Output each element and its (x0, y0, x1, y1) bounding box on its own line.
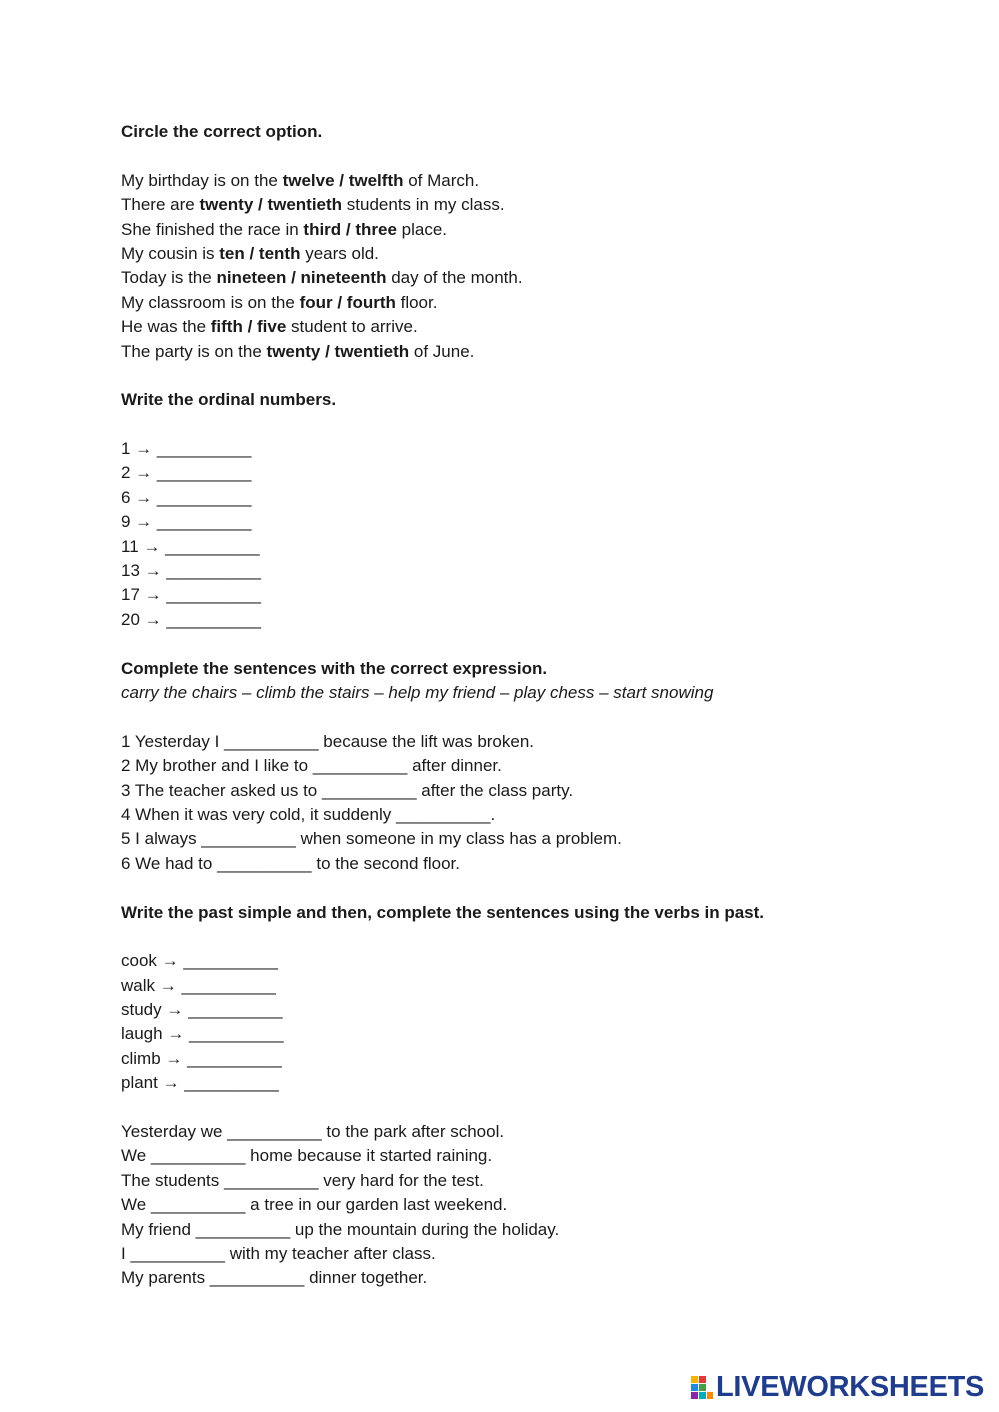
option-pair[interactable]: third / three (303, 219, 397, 239)
verb-list (121, 949, 881, 1095)
list-item[interactable]: study → __________ (121, 1000, 283, 1020)
list-item[interactable]: 17 → __________ (121, 585, 261, 605)
list-item[interactable]: walk → __________ (121, 975, 277, 995)
list-item[interactable]: climb → __________ (121, 1048, 282, 1068)
list-item (121, 291, 881, 315)
list-item[interactable]: My parents __________ dinner together. (121, 1268, 428, 1288)
sentence-end: of June. (409, 341, 475, 361)
option-pair[interactable]: fifth / five (210, 317, 287, 337)
sentence-end: place. (396, 219, 448, 239)
option-pair[interactable]: ten / tenth (219, 243, 301, 263)
section-heading-expressions: Complete the sentences with the correct expression. (121, 658, 548, 678)
list-item[interactable]: 2 My brother and I like to __________ after dinner. (121, 756, 502, 776)
section-heading-circle: Circle the correct option. (121, 122, 323, 141)
option-pair[interactable]: twenty / twentieth (266, 341, 410, 361)
list-item (121, 193, 881, 217)
sentence-start: The party is on the (121, 341, 267, 361)
list-item[interactable]: 3 The teacher asked us to __________ after the class party. (121, 780, 574, 800)
worksheet (121, 120, 881, 1291)
sentence-start: She finished the race in (121, 219, 304, 239)
list-item (121, 266, 881, 290)
option-pair[interactable]: twenty / twentieth (199, 195, 343, 215)
option-pair[interactable]: four / fourth (299, 292, 396, 312)
list-item[interactable]: We __________ a tree in our garden last weekend. (121, 1195, 508, 1215)
list-item (121, 242, 881, 266)
list-item (121, 340, 881, 364)
option-pair[interactable]: nineteen / nineteenth (216, 268, 387, 288)
sentence-end: students in my class. (342, 195, 505, 215)
sentence-end: years old. (300, 243, 379, 263)
list-item[interactable]: 13 → __________ (121, 561, 261, 581)
list-item[interactable]: My friend __________ up the mountain during the holiday. (121, 1219, 560, 1239)
list-item (121, 169, 881, 193)
list-item (121, 218, 881, 242)
list-item[interactable]: 2 → __________ (121, 463, 252, 483)
list-item[interactable]: 11 → __________ (121, 536, 260, 556)
list-item[interactable]: plant → __________ (121, 1073, 279, 1093)
list-item[interactable]: 9 → __________ (121, 512, 252, 532)
list-item[interactable]: 1 → __________ (121, 439, 252, 459)
sentence-end: student to arrive. (286, 317, 418, 337)
circle-option-list (121, 169, 881, 364)
option-pair[interactable]: twelve / twelfth (282, 170, 404, 190)
section-heading-past-simple: Write the past simple and then, complete the sentences using the verbs in past. (121, 902, 765, 922)
sentence-start: He was the (121, 317, 211, 337)
list-item[interactable]: Yesterday we __________ to the park after school. (121, 1122, 505, 1142)
list-item[interactable]: The students __________ very hard for the test. (121, 1170, 484, 1190)
sentence-start: My cousin is (121, 243, 220, 263)
list-item[interactable]: We __________ home because it started raining. (121, 1146, 493, 1166)
past-sentence-list (121, 1120, 881, 1291)
sentence-start: My classroom is on the (121, 292, 300, 312)
list-item[interactable]: I __________ with my teacher after class. (121, 1243, 436, 1263)
list-item[interactable]: 20 → __________ (121, 609, 261, 629)
section-heading-ordinals: Write the ordinal numbers. (121, 390, 337, 410)
brand-name: LIVEWORKSHEETS (716, 1371, 985, 1403)
sentence-start: There are (121, 195, 200, 215)
sentence-start: My birthday is on the (121, 170, 283, 190)
list-item[interactable]: 5 I always __________ when someone in my class has a problem. (121, 829, 622, 849)
list-item[interactable]: 6 → __________ (121, 487, 252, 507)
word-bank: carry the chairs – climb the stairs – help my friend – play chess – start snowing (121, 682, 714, 702)
sentence-start: Today is the (121, 268, 217, 288)
sentence-end: day of the month. (386, 268, 523, 288)
list-item[interactable]: cook → __________ (121, 951, 278, 971)
ordinal-list (121, 437, 881, 632)
liveworksheets-logo-icon (690, 1374, 714, 1400)
list-item[interactable]: laugh → __________ (121, 1024, 284, 1044)
sentence-end: of March. (403, 170, 480, 190)
expression-sentence-list (121, 730, 881, 876)
list-item (121, 315, 881, 339)
list-item[interactable]: 1 Yesterday I __________ because the lift was broken. (121, 731, 535, 751)
list-item[interactable]: 4 When it was very cold, it suddenly __________. (121, 804, 496, 824)
liveworksheets-brand (690, 1372, 984, 1402)
list-item[interactable]: 6 We had to __________ to the second floor. (121, 853, 461, 873)
sentence-end: floor. (395, 292, 438, 312)
